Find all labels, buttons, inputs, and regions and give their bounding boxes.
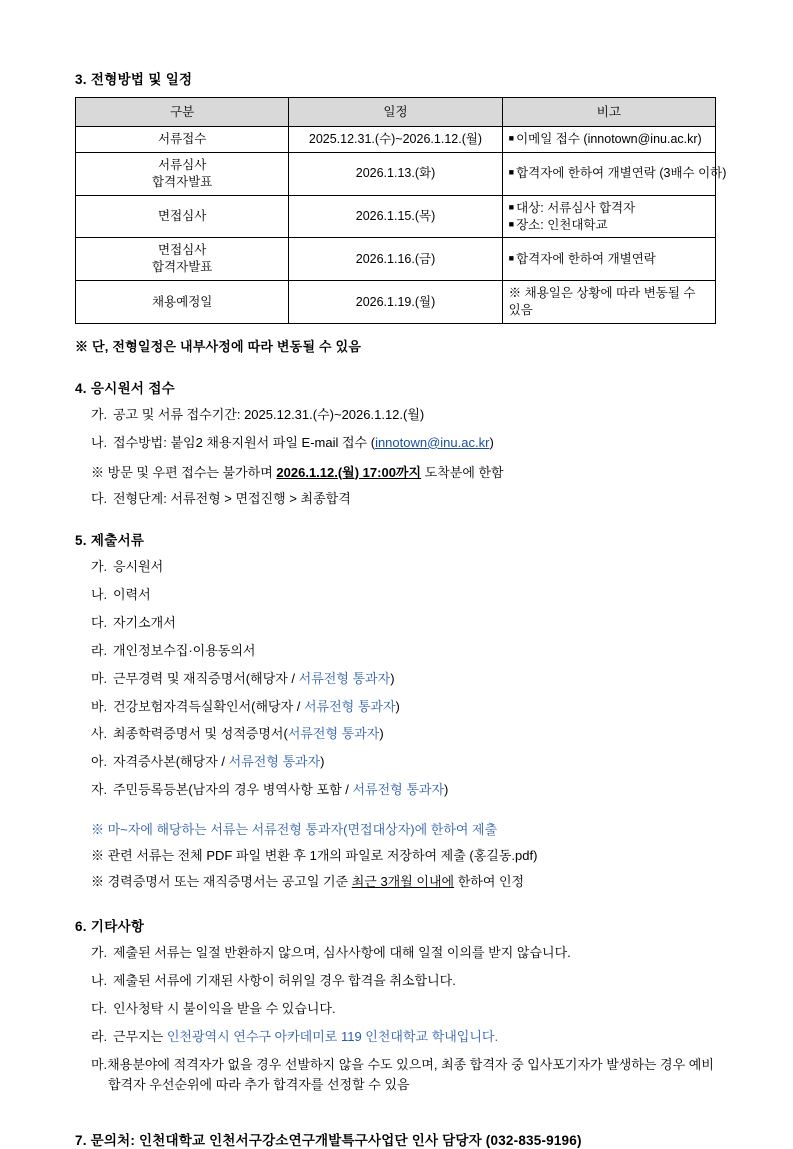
cell-note — [502, 195, 715, 238]
item-label: 다. — [91, 1000, 108, 1016]
item-label: 나. — [91, 434, 108, 450]
column-header-division: 구분 — [76, 98, 289, 127]
table-header-row — [76, 98, 716, 127]
note-text: 장소: 인천대학교 — [516, 217, 608, 232]
item-text-pre: 최종학력증명서 및 성적증명서( — [113, 726, 288, 742]
item-text: 채용분야에 적격자가 없을 경우 선발하지 않을 수도 있으며, 최종 합격자 중 입사포기자가 발생하는 경우 예비합격자 우선순위에 따라 추가 합격자를 선정할 수 있음 — [107, 1057, 714, 1092]
item-label: 라. — [91, 642, 108, 658]
note-line: ※ 마~자에 해당하는 서류는 서류전형 통과자(면접대상자)에 한하여 제출 — [91, 822, 498, 837]
item-text-pre: 주민등록등본(남자의 경우 병역사항 포함 / — [113, 782, 353, 798]
list-item — [75, 753, 720, 772]
item-label: 아. — [91, 754, 108, 770]
list-item — [75, 558, 720, 577]
item-label: 다. — [91, 615, 108, 631]
item-text: 인사청탁 시 불이익을 받을 수 있습니다. — [113, 1000, 336, 1016]
list-item — [75, 781, 720, 800]
list-item — [75, 1055, 720, 1094]
list-item — [75, 1000, 720, 1019]
division-line-1: 서류심사 — [158, 157, 207, 172]
section-3 — [75, 68, 727, 355]
table-row — [76, 195, 716, 238]
bullet-square-icon: ■ — [508, 133, 515, 143]
list-sub-note — [75, 462, 720, 481]
note-text-pre: ※ 경력증명서 또는 재직증명서는 공고일 기준 — [91, 874, 352, 889]
table-row — [76, 127, 716, 153]
section-4 — [75, 377, 720, 509]
document-content — [75, 68, 727, 1149]
note-mark: ※ — [91, 464, 105, 480]
item-text: 개인정보수집·이용동의서 — [113, 642, 256, 658]
item-label: 바. — [91, 698, 108, 714]
item-text-pre: 근무경력 및 재직증명서(해당자 / — [113, 670, 299, 686]
item-text: 응시원서 — [113, 559, 164, 575]
item-label: 사. — [91, 726, 108, 742]
note-emphasis: 2026.1.12.(월) 17:00까지 — [276, 464, 422, 480]
table-row — [76, 152, 716, 195]
list-item — [75, 490, 720, 509]
item-text: 이력서 — [113, 587, 151, 603]
cell-date: 2025.12.31.(수)~2026.1.12.(월) — [289, 127, 502, 153]
item-label: 나. — [91, 587, 108, 603]
schedule-table — [75, 97, 727, 324]
section-5-heading: 5. 제출서류 — [75, 533, 145, 549]
bullet-square-icon: ■ — [508, 167, 515, 178]
cell-note — [502, 152, 727, 195]
section-6-heading: 6. 기타사항 — [75, 919, 145, 934]
item-text-highlight: 서류전형 통과자 — [298, 670, 391, 686]
cell-note — [502, 127, 715, 153]
bullet-square-icon: ■ — [508, 252, 515, 263]
item-text-post: ) — [379, 726, 384, 742]
item-text-post: ) — [320, 754, 325, 770]
note-line — [75, 871, 720, 890]
note-text-post: 도착분에 한함 — [421, 464, 504, 480]
section-6 — [75, 915, 720, 1094]
item-text-highlight: 서류전형 통과자 — [303, 698, 396, 714]
cell-division — [76, 152, 289, 195]
note-text: 대상: 서류심사 합격자 — [516, 200, 636, 215]
section-3-footnote: ※ 단, 전형일정은 내부사정에 따라 변동될 수 있음 — [75, 338, 362, 354]
item-label: 가. — [91, 559, 108, 575]
division-line-2: 합격자발표 — [151, 174, 213, 189]
item-text: 자기소개서 — [113, 615, 176, 631]
cell-note: ※ 채용일은 상황에 따라 변동될 수 있음 — [502, 281, 715, 324]
column-header-date: 일정 — [289, 98, 502, 127]
item-text-post: ) — [489, 434, 494, 450]
note-text: 합격자에 한하여 개별연락 (3배수 이하) — [516, 166, 727, 181]
section-5 — [75, 529, 720, 890]
section-3-heading: 3. 전형방법 및 일정 — [75, 72, 193, 87]
item-text-highlight: 인천광역시 연수구 아카데미로 119 인천대학교 학내입니다. — [166, 1028, 499, 1044]
item-label: 마. — [91, 670, 108, 686]
list-item — [75, 642, 720, 661]
list-item — [75, 434, 720, 453]
list-item — [75, 698, 720, 717]
list-item — [75, 614, 720, 633]
item-label: 라. — [91, 1028, 108, 1044]
table-row — [76, 281, 716, 324]
item-text-highlight: 서류전형 통과자 — [228, 754, 321, 770]
list-item — [75, 1028, 720, 1047]
item-text-post: ) — [390, 670, 395, 686]
cell-date: 2026.1.16.(금) — [289, 238, 502, 281]
list-item — [75, 944, 720, 963]
table-row — [76, 238, 716, 281]
division-line-2: 합격자발표 — [151, 260, 213, 275]
note-emphasis: 최근 3개월 이내에 — [351, 874, 455, 889]
cell-division: 면접심사 — [76, 195, 289, 238]
item-text-post: ) — [395, 698, 400, 714]
section-4-heading: 4. 응시원서 접수 — [75, 380, 176, 396]
item-label: 가. — [91, 945, 108, 960]
list-item — [75, 972, 720, 991]
cell-note — [502, 238, 715, 281]
item-text-highlight: 서류전형 통과자 — [352, 782, 445, 798]
note-text: 합격자에 한하여 개별연락 — [516, 251, 656, 266]
cell-division: 채용예정일 — [76, 281, 289, 324]
item-text: 공고 및 서류 접수기간: 2025.12.31.(수)~2026.1.12.(월) — [113, 406, 425, 422]
section-7-heading: 7. 문의처: 인천대학교 인천서구강소연구개발특구사업단 인사 담당자 (032-835-9196) — [75, 1133, 582, 1149]
item-text: 제출된 서류는 일절 반환하지 않으며, 심사사항에 대해 일절 이의를 받지 않습니다. — [113, 945, 571, 960]
item-text-pre: 접수방법: 붙임2 채용지원서 파일 E-mail 접수 ( — [113, 434, 376, 450]
item-text: 전형단계: 서류전형 > 면접진행 > 최종합격 — [113, 490, 351, 506]
item-text-post: ) — [444, 782, 449, 798]
item-text-pre: 건강보험자격득실확인서(해당자 / — [113, 698, 304, 714]
list-item — [75, 406, 720, 425]
list-item — [75, 670, 720, 689]
item-label: 마. — [91, 1057, 108, 1073]
cell-date: 2026.1.19.(월) — [289, 281, 502, 324]
bullet-square-icon: ■ — [508, 201, 515, 212]
item-label: 가. — [91, 406, 108, 422]
item-label: 다. — [91, 490, 108, 506]
item-text: 제출된 서류에 기재된 사항이 허위일 경우 합격을 취소합니다. — [113, 972, 456, 988]
item-text-highlight: 서류전형 통과자 — [287, 726, 380, 742]
note-text-post: 한하여 인정 — [454, 874, 525, 889]
cell-date: 2026.1.13.(화) — [289, 152, 502, 195]
bullet-square-icon: ■ — [508, 218, 515, 229]
note-text-pre: 방문 및 우편 접수는 불가하며 — [107, 464, 277, 480]
division-line-1: 면접심사 — [158, 243, 207, 258]
list-item — [75, 586, 720, 605]
cell-division — [76, 238, 289, 281]
cell-division: 서류접수 — [76, 127, 289, 153]
cell-date: 2026.1.15.(목) — [289, 195, 502, 238]
email-link[interactable]: innotown@inu.ac.kr — [375, 434, 490, 450]
item-text-pre: 자격증사본(해당자 / — [113, 754, 229, 770]
list-item — [75, 725, 720, 744]
column-header-note: 비고 — [502, 98, 715, 127]
item-label: 나. — [91, 972, 108, 988]
note-text: 이메일 접수 (innotown@inu.ac.kr) — [516, 132, 702, 146]
item-label: 자. — [91, 782, 108, 798]
item-text-pre: 근무지는 — [113, 1028, 167, 1044]
note-line: ※ 관련 서류는 전체 PDF 파일 변환 후 1개의 파일로 저장하여 제출 (홍길동.pdf) — [91, 848, 538, 863]
